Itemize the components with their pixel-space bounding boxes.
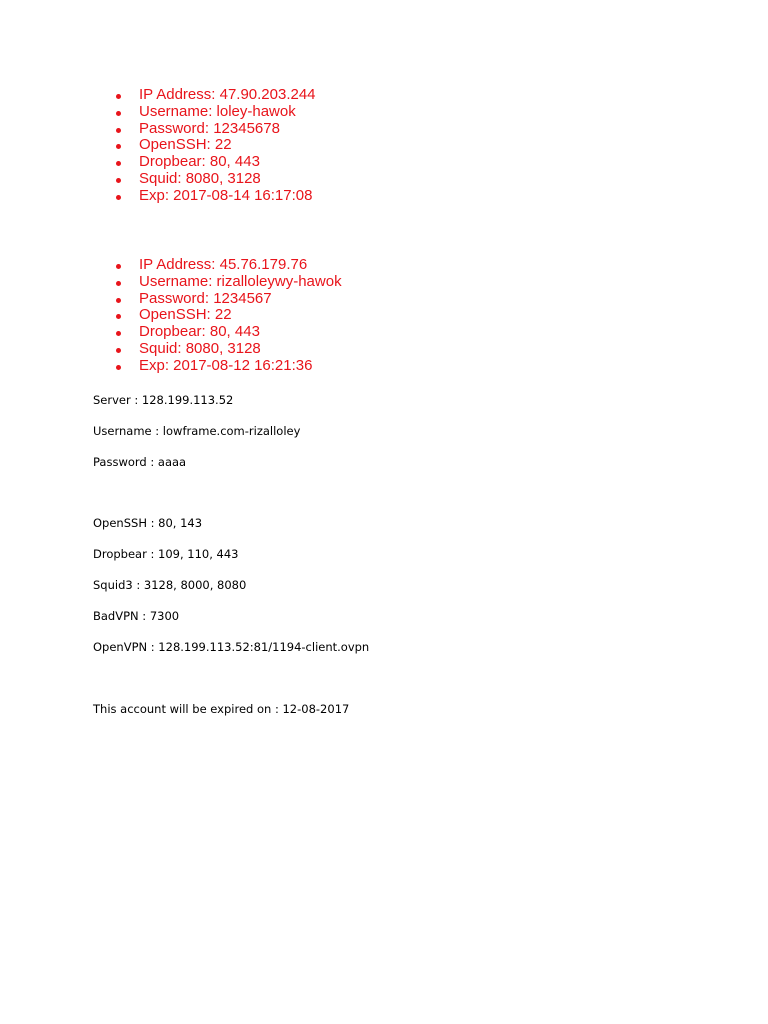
bullet-icon [116, 365, 121, 370]
list-item [113, 104, 316, 121]
list-item [113, 307, 342, 324]
account-one-list [113, 87, 316, 205]
password-text: Password: 12345678 [139, 119, 280, 137]
bullet-icon [116, 298, 121, 303]
ip-address-text: IP Address: 45.76.179.76 [139, 256, 308, 273]
list-item [113, 171, 316, 188]
list-item [113, 87, 316, 104]
squid-line: Squid3 : 3128, 8000, 8080 [93, 578, 247, 592]
badvpn-line: BadVPN : 7300 [93, 609, 180, 623]
bullet-icon [116, 128, 121, 133]
list-item [113, 154, 316, 171]
list-item [113, 274, 342, 291]
dropbear-line: Dropbear : 109, 110, 443 [93, 547, 239, 561]
bullet-icon [116, 314, 121, 319]
list-item [113, 121, 316, 138]
bullet-icon [116, 94, 121, 99]
squid-text: Squid: 8080, 3128 [139, 169, 261, 187]
list-item [113, 257, 342, 274]
openssh-text: OpenSSH: 22 [139, 306, 232, 324]
openssh-text: OpenSSH: 22 [139, 136, 232, 154]
dropbear-text: Dropbear: 80, 443 [139, 323, 260, 341]
list-item [113, 324, 342, 341]
bullet-icon [116, 281, 121, 286]
bullet-icon [116, 264, 121, 269]
account-two-list [113, 257, 342, 375]
bullet-icon [116, 195, 121, 200]
bullet-icon [116, 178, 121, 183]
expiry-notice: This account will be expired on : 12-08-2017 [93, 702, 350, 716]
password-line: Password : aaaa [93, 455, 187, 469]
bullet-icon [116, 161, 121, 166]
openssh-line: OpenSSH : 80, 143 [93, 516, 203, 530]
bullet-icon [116, 144, 121, 149]
bullet-icon [116, 331, 121, 336]
squid-text: Squid: 8080, 3128 [139, 339, 261, 357]
bullet-icon [116, 111, 121, 116]
expiry-text: Exp: 2017-08-14 16:17:08 [139, 186, 313, 204]
server-line: Server : 128.199.113.52 [93, 393, 234, 407]
username-line: Username : lowframe.com-rizalloley [93, 424, 301, 438]
list-item [113, 358, 342, 375]
ip-address-text: IP Address: 47.90.203.244 [139, 86, 316, 103]
list-item [113, 188, 316, 205]
list-item [113, 341, 342, 358]
dropbear-text: Dropbear: 80, 443 [139, 153, 260, 171]
list-item [113, 291, 342, 308]
expiry-text: Exp: 2017-08-12 16:21:36 [139, 356, 313, 374]
list-item [113, 137, 316, 154]
openvpn-line: OpenVPN : 128.199.113.52:81/1194-client.ovpn [93, 640, 370, 654]
username-text: Username: loley-hawok [139, 102, 296, 120]
password-text: Password: 1234567 [139, 289, 272, 307]
username-text: Username: rizalloleywy-hawok [139, 272, 342, 290]
bullet-icon [116, 348, 121, 353]
